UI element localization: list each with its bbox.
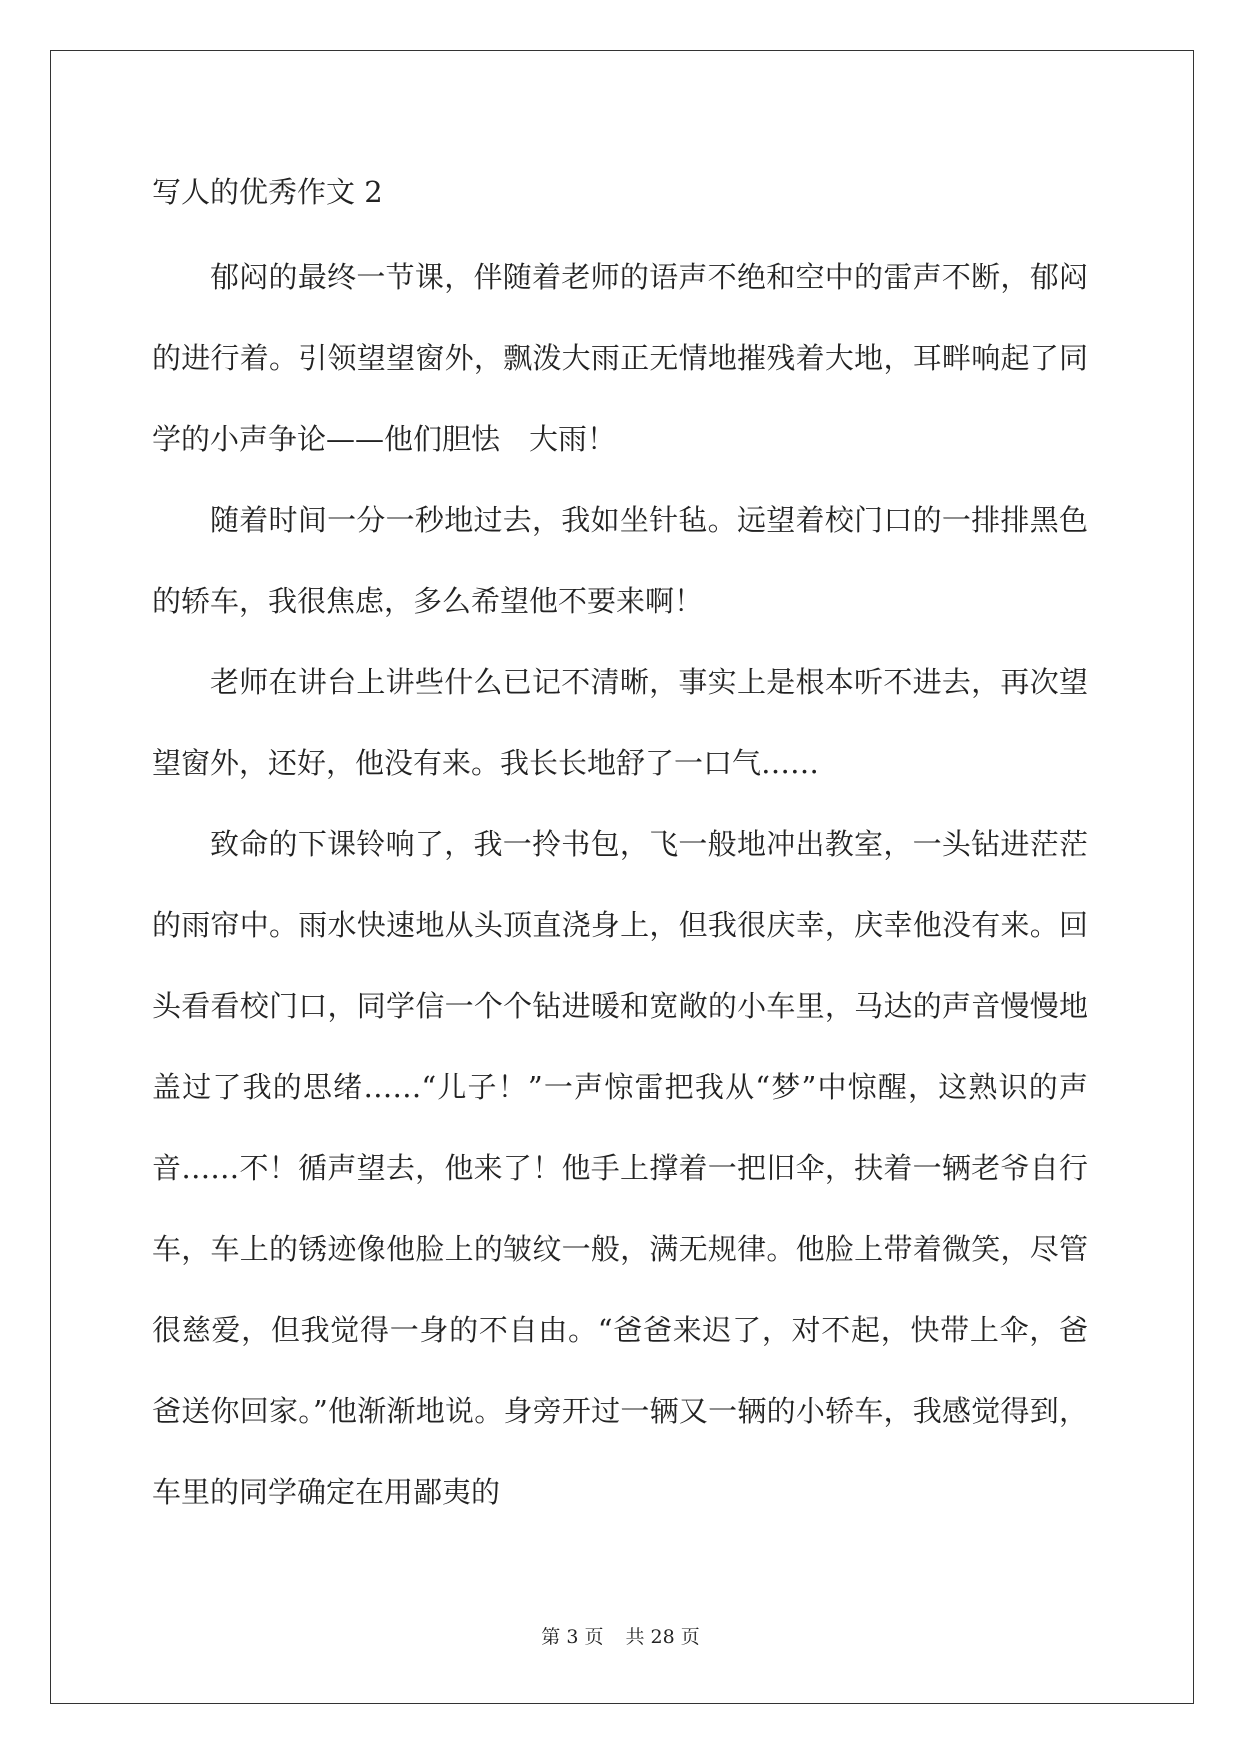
paragraph-1: 郁闷的最终一节课，伴随着老师的语声不绝和空中的雷声不断，郁闷的进行着。引领望望窗外，飘泼大雨正无情地摧残着大地，耳畔响起了同学的小声争论——他们胆怯 大雨！ [152, 260, 1088, 456]
page-total: 共 28 页 [625, 1626, 700, 1648]
paragraph-2: 随着时间一分一秒地过去，我如坐针毡。远望着校门口的一排排黑色的轿车，我很焦虑，多么希望他不要来啊！ [152, 503, 1088, 618]
paragraph-4: 致命的下课铃响了，我一拎书包，飞一般地冲出教室，一头钻进茫茫的雨帘中。雨水快速地从头顶直浇身上，但我很庆幸，庆幸他没有来。回头看看校门口，同学信一个个钻进暖和宽敞的小车里，马达的声音慢慢地盖过了我的思绪……“儿子！”一声惊雷把我从“梦”中惊醒，这熟识的声音……不！循声望去，他来了！他手上撑着一把旧伞，扶着一辆老爷自行车，车上的锈迹像他脸上的皱纹一般，满无规律。他脸上带着微笑，尽管很慈爱，但我觉得一身的不自由。“爸爸来迟了，对不起，快带上伞，爸爸送你回家。”他渐渐地说。身旁开过一辆又一辆的小轿车，我感觉得到，车里的同学确定在用鄙夷的 [152, 827, 1088, 1509]
page-footer [0, 1625, 1241, 1649]
paragraph-3: 老师在讲台上讲些什么已记不清晰，事实上是根本听不进去，再次望望窗外，还好，他没有来。我长长地舒了一口气…… [152, 665, 1088, 780]
document-title: 写人的优秀作文 2 [152, 175, 383, 209]
document-body [152, 172, 1088, 1533]
page-number: 第 3 页 [541, 1626, 604, 1648]
